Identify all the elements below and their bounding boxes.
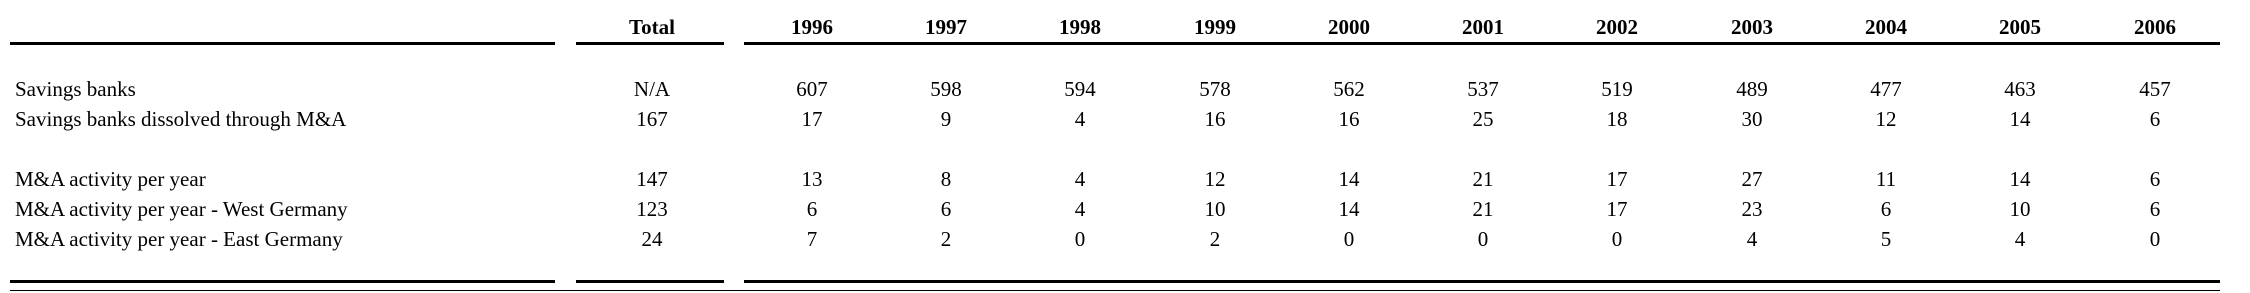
row-value: 6 <box>806 197 818 221</box>
header-year: 2005 <box>1999 15 2041 39</box>
header-rule-years <box>744 42 2220 45</box>
row-label: Savings banks dissolved through M&A <box>15 107 347 131</box>
row-value: 14 <box>2009 107 2031 131</box>
header-year: 1998 <box>1059 15 1101 39</box>
row-label: M&A activity per year - West Germany <box>15 197 348 221</box>
row-value: 16 <box>1338 107 1360 131</box>
row-value: 6 <box>2149 197 2161 221</box>
row-label: M&A activity per year - East Germany <box>15 227 343 251</box>
row-value: 0 <box>1477 227 1489 251</box>
header-rule-label <box>10 42 555 45</box>
row-value: 12 <box>1204 167 1226 191</box>
row-value: 10 <box>1204 197 1226 221</box>
row-value: 594 <box>1064 77 1096 101</box>
row-total: 123 <box>636 197 668 221</box>
row-value: 598 <box>930 77 962 101</box>
row-value: 17 <box>1606 167 1628 191</box>
row-value: 12 <box>1875 107 1897 131</box>
row-value: 21 <box>1472 197 1494 221</box>
row-value: 0 <box>1074 227 1086 251</box>
row-value: 4 <box>1746 227 1758 251</box>
row-value: 6 <box>1880 197 1892 221</box>
row-value: 8 <box>940 167 952 191</box>
header-year: 1996 <box>791 15 833 39</box>
header-year: 2001 <box>1462 15 1504 39</box>
header-year: 1997 <box>925 15 967 39</box>
row-value: 25 <box>1472 107 1494 131</box>
header-rule-total <box>576 42 724 45</box>
row-value: 23 <box>1741 197 1763 221</box>
row-total: 147 <box>636 167 668 191</box>
row-value: 14 <box>2009 167 2031 191</box>
row-value: 537 <box>1467 77 1499 101</box>
row-label: Savings banks <box>15 77 136 101</box>
row-value: 5 <box>1880 227 1892 251</box>
row-value: 14 <box>1338 197 1360 221</box>
row-value: 11 <box>1875 167 1897 191</box>
row-value: 0 <box>1343 227 1355 251</box>
row-value: 457 <box>2139 77 2171 101</box>
row-value: 14 <box>1338 167 1360 191</box>
row-value: 17 <box>801 107 823 131</box>
bottom-rule-label <box>10 280 555 283</box>
bottom-rule-years <box>744 280 2220 283</box>
row-value: 4 <box>1074 197 1086 221</box>
row-value: 519 <box>1601 77 1633 101</box>
row-value: 4 <box>2014 227 2026 251</box>
row-value: 9 <box>940 107 952 131</box>
row-value: 562 <box>1333 77 1365 101</box>
row-total: 24 <box>641 227 663 251</box>
row-value: 30 <box>1741 107 1763 131</box>
row-value: 7 <box>806 227 818 251</box>
row-value: 578 <box>1199 77 1231 101</box>
row-value: 607 <box>796 77 828 101</box>
row-value: 6 <box>2149 167 2161 191</box>
row-value: 489 <box>1736 77 1768 101</box>
row-value: 13 <box>801 167 823 191</box>
bottom-rule-full <box>10 290 2220 291</box>
header-year: 1999 <box>1194 15 1236 39</box>
row-value: 4 <box>1074 107 1086 131</box>
row-value: 17 <box>1606 197 1628 221</box>
row-value: 0 <box>2149 227 2161 251</box>
row-value: 18 <box>1606 107 1628 131</box>
row-value: 463 <box>2004 77 2036 101</box>
row-value: 2 <box>1209 227 1221 251</box>
row-label: M&A activity per year <box>15 167 206 191</box>
header-year: 2002 <box>1596 15 1638 39</box>
row-value: 27 <box>1741 167 1763 191</box>
row-value: 477 <box>1870 77 1902 101</box>
row-value: 0 <box>1611 227 1623 251</box>
header-year: 2006 <box>2134 15 2176 39</box>
row-total: N/A <box>633 77 671 101</box>
bottom-rule-total <box>576 280 724 283</box>
row-value: 16 <box>1204 107 1226 131</box>
row-value: 10 <box>2009 197 2031 221</box>
header-year: 2004 <box>1865 15 1907 39</box>
header-year: 2000 <box>1328 15 1370 39</box>
row-value: 21 <box>1472 167 1494 191</box>
row-value: 4 <box>1074 167 1086 191</box>
row-value: 6 <box>2149 107 2161 131</box>
row-value: 6 <box>940 197 952 221</box>
row-value: 2 <box>940 227 952 251</box>
header-total: Total <box>629 15 675 39</box>
header-year: 2003 <box>1731 15 1773 39</box>
row-total: 167 <box>636 107 668 131</box>
